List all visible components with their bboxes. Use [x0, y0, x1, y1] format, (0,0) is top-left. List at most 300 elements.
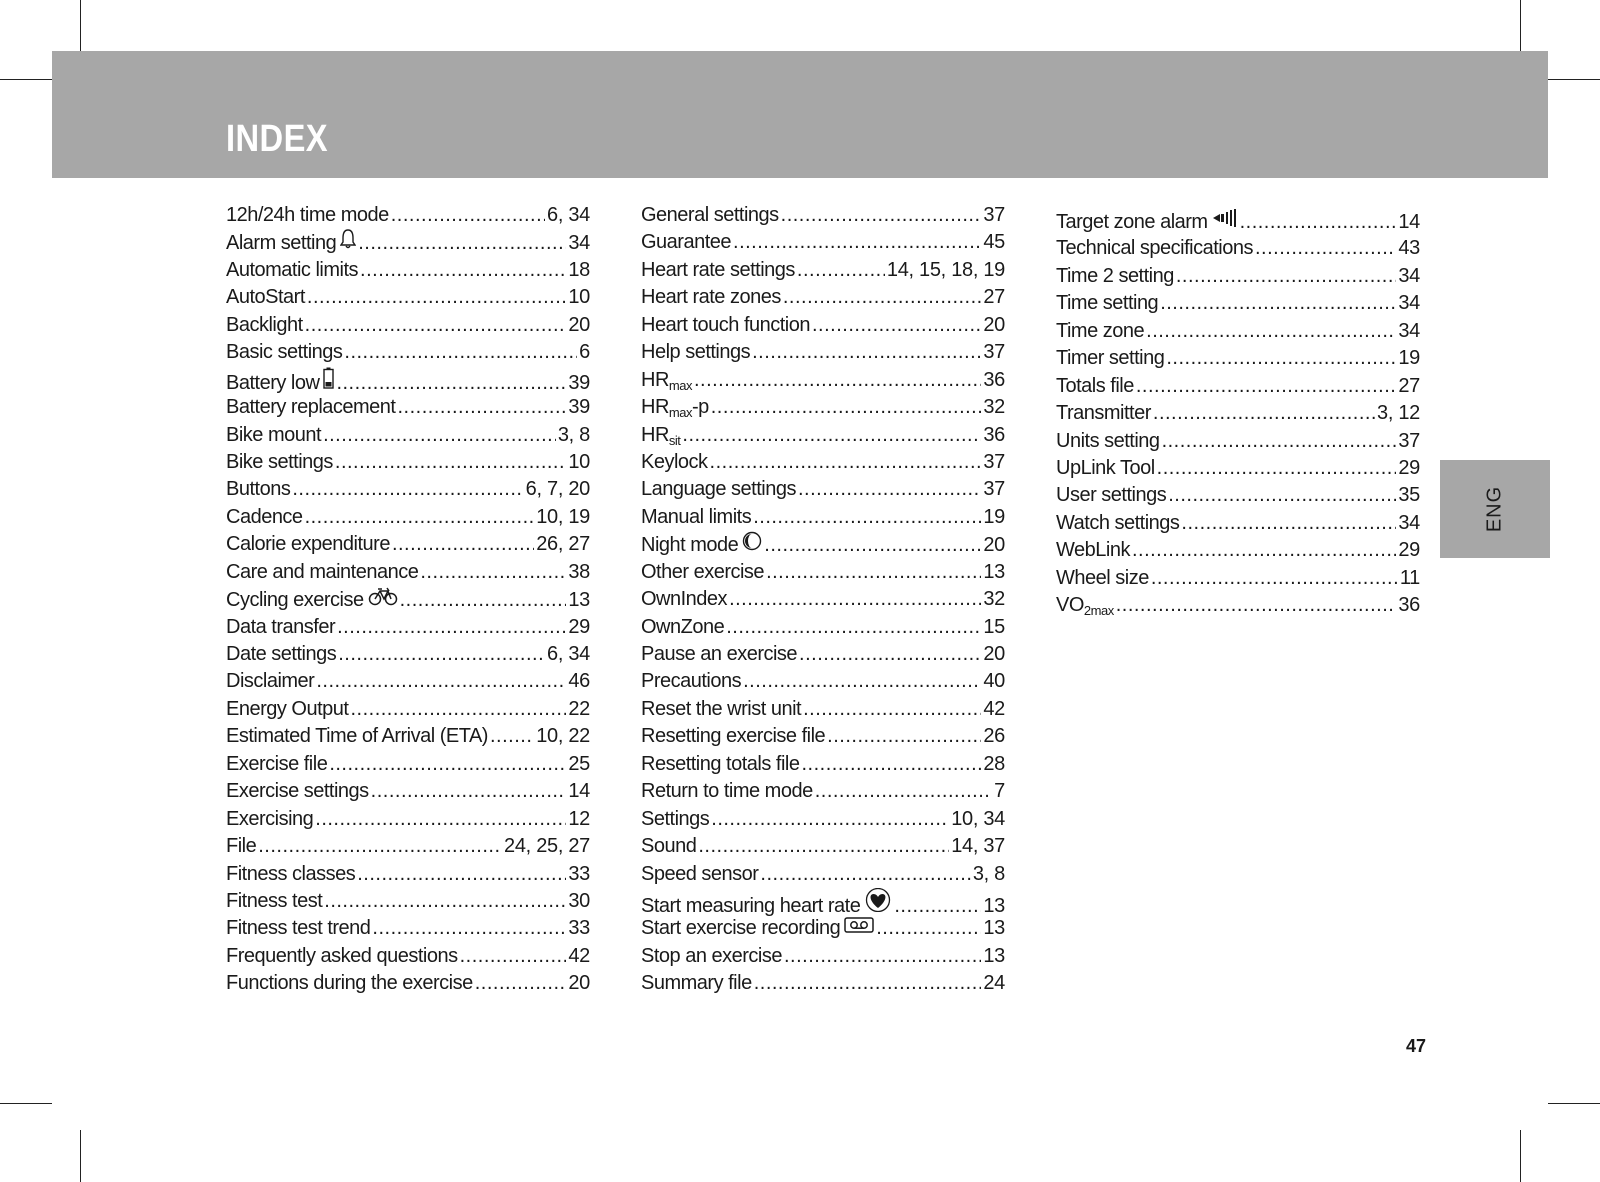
index-pages: 19 [983, 505, 1005, 528]
index-term-subscript: max [668, 405, 692, 421]
dot-leader [711, 394, 982, 421]
index-term [226, 476, 290, 503]
index-term-text: Battery replacement [226, 396, 396, 419]
index-term-text: Automatic limits [226, 258, 359, 281]
index-term-text: Frequently asked questions [226, 944, 458, 967]
index-pages: 20 [983, 534, 1005, 557]
dot-leader [876, 915, 981, 942]
index-pages: 7 [994, 780, 1005, 803]
index-term [641, 668, 741, 695]
index-term [641, 751, 799, 778]
dot-leader [335, 449, 566, 476]
index-term [226, 284, 305, 311]
index-column-1 [226, 202, 590, 998]
dot-leader [711, 806, 949, 833]
dot-leader [1136, 373, 1396, 400]
index-pages: 13 [568, 589, 590, 612]
index-term-suffix: -p [691, 396, 709, 419]
dot-leader [1176, 263, 1396, 290]
index-term-text: OwnIndex [641, 588, 728, 611]
index-term [1056, 565, 1149, 592]
index-term [226, 339, 342, 366]
index-pages: 14 [568, 780, 590, 803]
dot-leader [372, 915, 566, 942]
index-term [226, 312, 303, 339]
index-term-text: Exercising [226, 807, 314, 830]
index-term-text: Data transfer [226, 615, 336, 638]
dot-leader [682, 422, 981, 449]
index-term [641, 257, 795, 284]
index-term [641, 723, 825, 750]
index-pages: 36 [983, 368, 1005, 391]
index-term [1056, 235, 1253, 262]
index-term-text: Time zone [1056, 319, 1145, 342]
index-pages: 36 [1398, 594, 1420, 617]
index-pages: 6, 34 [547, 204, 590, 226]
dot-leader [329, 751, 566, 778]
index-pages: 19 [1398, 347, 1420, 370]
index-term-text: User settings [1056, 484, 1167, 507]
index-entry [1056, 373, 1420, 400]
index-term-text: Heart rate zones [641, 286, 781, 309]
index-pages: 34 [568, 232, 590, 255]
index-entry [641, 476, 1005, 503]
index-term [641, 833, 696, 860]
dot-leader [797, 257, 885, 284]
index-entry [641, 806, 1005, 833]
index-term-text: Date settings [226, 643, 337, 665]
index-pages: 36 [983, 423, 1005, 446]
dot-leader [344, 339, 577, 366]
page-number: 47 [1406, 1036, 1427, 1056]
index-pages: 32 [983, 396, 1005, 419]
index-term-subscript: sit [668, 432, 681, 448]
index-term-text: Transmitter [1056, 402, 1151, 425]
index-term [226, 531, 390, 558]
index-entry [641, 339, 1005, 366]
index-entry [641, 778, 1005, 805]
index-pages: 39 [568, 371, 590, 394]
index-term [226, 970, 473, 997]
index-term [641, 394, 709, 421]
index-term-text: Units setting [1056, 429, 1160, 452]
index-term [641, 559, 764, 586]
index-entry [226, 861, 590, 888]
index-entry [226, 668, 590, 695]
index-pages: 24 [983, 972, 1005, 995]
index-entry [641, 449, 1005, 476]
index-term-text: Bike mount [226, 423, 322, 446]
dot-leader [781, 202, 982, 229]
index-entry [226, 449, 590, 476]
index-term-text: Buttons [226, 478, 291, 501]
index-entry [641, 586, 1005, 613]
dot-leader [733, 229, 981, 256]
index-term-text: 12h/24h time mode [226, 204, 389, 226]
index-term-text: Manual limits [641, 505, 752, 528]
dot-leader [754, 970, 982, 997]
index-pages: 46 [568, 670, 590, 693]
index-term [1056, 263, 1174, 290]
dot-leader [783, 284, 981, 311]
target-zone-alarm-icon [1212, 208, 1238, 236]
dot-leader [460, 943, 567, 970]
index-term-text: Basic settings [226, 341, 343, 364]
index-term-text: Backlight [226, 313, 303, 336]
index-entry [641, 284, 1005, 311]
index-term-text: Keylock [641, 450, 708, 473]
index-term-text: Timer setting [1056, 347, 1165, 370]
index-entry [641, 229, 1005, 256]
index-term [1056, 482, 1166, 509]
index-term [226, 696, 348, 723]
index-entry [641, 202, 1005, 229]
dot-leader [752, 339, 981, 366]
index-pages: 11 [1399, 566, 1420, 589]
index-term-text: Totals file [1056, 374, 1134, 397]
crop-mark [1520, 0, 1521, 52]
index-entry [1056, 428, 1420, 455]
dot-leader [357, 861, 566, 888]
crop-mark [80, 1130, 81, 1182]
crop-mark [80, 0, 81, 52]
crop-mark [1548, 79, 1600, 80]
index-term [226, 257, 358, 284]
index-term [226, 229, 356, 257]
index-term-text: Start measuring heart rate [641, 894, 861, 917]
dot-leader [292, 476, 523, 503]
dot-leader [350, 696, 566, 723]
index-entry [226, 202, 590, 229]
index-term [641, 284, 781, 311]
index-term [226, 668, 314, 695]
index-term [641, 861, 758, 888]
index-term-text: Return to time mode [641, 780, 813, 803]
index-pages: 3, 8 [557, 423, 590, 446]
index-term [226, 394, 395, 421]
index-pages: 37 [983, 204, 1005, 226]
index-term [226, 751, 327, 778]
index-term-text: Fitness classes [226, 862, 356, 885]
index-term-subscript: max [668, 377, 692, 393]
index-entry [1056, 208, 1420, 235]
index-term [226, 778, 369, 805]
index-entry [641, 723, 1005, 750]
index-term [641, 422, 680, 449]
index-term-text: Exercise file [226, 752, 328, 775]
dot-leader [360, 257, 566, 284]
index-term [226, 723, 488, 750]
index-term [641, 806, 709, 833]
dot-leader [391, 202, 545, 229]
index-pages: 39 [568, 396, 590, 419]
index-term-text: Start exercise recording [641, 917, 841, 940]
dot-leader [694, 367, 981, 394]
index-term-text: Sound [641, 835, 697, 858]
index-entry [1056, 455, 1420, 482]
dot-leader [799, 641, 981, 668]
index-term-text: WebLink [1056, 539, 1130, 562]
dot-leader [698, 833, 949, 860]
dot-leader [305, 312, 567, 339]
page-title: INDEX [226, 118, 329, 160]
index-term-text: Cycling exercise [226, 589, 364, 612]
dot-leader [1116, 592, 1397, 619]
index-pages: 37 [983, 341, 1005, 364]
index-term-text: AutoStart [226, 286, 305, 309]
index-entry [226, 586, 590, 613]
index-entry [641, 943, 1005, 970]
index-term-text: Language settings [641, 478, 796, 501]
index-pages: 35 [1398, 484, 1420, 507]
index-term-text: Reset the wrist unit [641, 697, 802, 720]
index-entry [641, 559, 1005, 586]
dot-leader [726, 614, 981, 641]
index-entry [226, 312, 590, 339]
index-pages: 20 [568, 972, 590, 995]
index-pages: 45 [983, 231, 1005, 254]
index-term [641, 586, 727, 613]
index-entry [226, 970, 590, 997]
index-entry [641, 312, 1005, 339]
index-term [641, 367, 692, 394]
index-term-text: Heart touch function [641, 313, 810, 336]
dot-leader [766, 559, 981, 586]
index-term [1056, 400, 1151, 427]
index-pages: 10, 34 [951, 807, 1005, 830]
index-term-subscript: 2max [1083, 603, 1114, 619]
index-term-text: General settings [641, 204, 779, 226]
dot-leader [258, 833, 502, 860]
dot-leader [337, 614, 566, 641]
dot-leader [760, 861, 970, 888]
index-entry [1056, 345, 1420, 372]
index-pages: 20 [983, 313, 1005, 336]
dot-leader [710, 449, 982, 476]
index-term [1056, 455, 1155, 482]
index-term-text: Energy Output [226, 697, 349, 720]
index-entry [1056, 510, 1420, 537]
dot-leader [784, 943, 981, 970]
dot-leader [803, 696, 981, 723]
index-term-text: Heart rate settings [641, 258, 795, 281]
index-term-text: Help settings [641, 341, 751, 364]
dot-leader [1181, 510, 1396, 537]
index-pages: 33 [568, 917, 590, 940]
index-pages: 26, 27 [536, 533, 590, 556]
index-entry [1056, 290, 1420, 317]
crop-mark [0, 79, 52, 80]
index-term [226, 367, 334, 397]
index-term [1056, 345, 1164, 372]
index-term [641, 312, 810, 339]
index-term [1056, 318, 1144, 345]
dot-leader [1168, 482, 1396, 509]
index-pages: 13 [983, 944, 1005, 967]
index-term-text: Precautions [641, 670, 742, 693]
index-term-text: Speed sensor [641, 862, 759, 885]
index-entry [1056, 592, 1420, 619]
index-term-text: Time setting [1056, 292, 1159, 315]
index-term-text: Other exercise [641, 560, 765, 583]
index-term [641, 202, 779, 229]
index-pages: 10 [568, 286, 590, 309]
index-term [226, 806, 313, 833]
index-entry [226, 284, 590, 311]
index-entry [226, 751, 590, 778]
index-term-text: Fitness test [226, 889, 323, 912]
index-entry [1056, 482, 1420, 509]
index-term-text: Functions during the exercise [226, 972, 473, 995]
dot-leader [743, 668, 981, 695]
index-term [1056, 373, 1134, 400]
index-pages: 10, 19 [536, 505, 590, 528]
index-term-text: Settings [641, 807, 710, 830]
dot-leader [1146, 318, 1396, 345]
index-pages: 20 [983, 643, 1005, 665]
index-term [226, 641, 336, 668]
index-entry [226, 778, 590, 805]
crop-mark [0, 1103, 52, 1104]
index-term-text: Alarm setting [226, 232, 337, 255]
index-term [1056, 592, 1114, 619]
index-entry [641, 970, 1005, 997]
index-pages: 29 [1398, 456, 1420, 479]
index-entry [1056, 263, 1420, 290]
dot-leader [336, 370, 566, 397]
index-term [226, 614, 335, 641]
index-entry [226, 696, 590, 723]
index-term [1056, 510, 1179, 537]
dot-leader [1255, 235, 1396, 262]
index-pages: 10, 22 [536, 725, 590, 748]
index-pages: 13 [983, 560, 1005, 583]
index-entry [226, 943, 590, 970]
index-term-text: Estimated Time of Arrival (ETA) [226, 725, 488, 748]
dot-leader [371, 778, 567, 805]
index-pages: 14, 15, 18, 19 [886, 258, 1005, 281]
index-term [226, 915, 370, 942]
index-term-text: Cadence [226, 505, 303, 528]
index-pages: 20 [568, 313, 590, 336]
index-term [226, 559, 418, 586]
index-entry [641, 504, 1005, 531]
index-term [1056, 290, 1158, 317]
index-entry [226, 559, 590, 586]
dot-leader [324, 888, 566, 915]
index-term-text: Fitness test trend [226, 917, 371, 940]
index-entry [226, 806, 590, 833]
index-term-text: Bike settings [226, 450, 333, 473]
index-pages: 29 [1398, 539, 1420, 562]
index-pages: 6 [579, 341, 590, 364]
index-term [1056, 537, 1130, 564]
index-entry [641, 257, 1005, 284]
index-pages: 37 [983, 450, 1005, 473]
index-pages: 34 [1398, 319, 1420, 342]
index-entry [226, 888, 590, 915]
index-entry [1056, 565, 1420, 592]
index-entry [226, 476, 590, 503]
index-pages: 34 [1398, 264, 1420, 287]
index-entry [641, 751, 1005, 778]
index-entry [226, 394, 590, 421]
index-pages: 3, 12 [1377, 402, 1420, 425]
index-term-text: Time 2 setting [1056, 264, 1174, 287]
index-pages: 6, 34 [547, 643, 590, 665]
recording-icon [844, 915, 874, 942]
index-term [226, 943, 458, 970]
index-pages: 29 [568, 615, 590, 638]
index-pages: 6, 7, 20 [525, 478, 590, 501]
index-term [226, 586, 398, 614]
index-term-text: UpLink Tool [1056, 456, 1155, 479]
dot-leader [1151, 565, 1398, 592]
index-column-3 [1056, 208, 1420, 620]
index-entry [1056, 318, 1420, 345]
index-entry [641, 861, 1005, 888]
index-term-text: Technical specifications [1056, 237, 1253, 260]
index-term-text: Stop an exercise [641, 944, 782, 967]
index-term-text: Resetting exercise file [641, 725, 826, 748]
battery-icon [323, 367, 334, 397]
index-pages: 28 [983, 752, 1005, 775]
bicycle-icon [368, 586, 398, 614]
index-pages: 12 [568, 807, 590, 830]
index-term-text: HR [641, 396, 669, 419]
index-pages: 14, 37 [951, 835, 1005, 858]
index-pages: 37 [983, 478, 1005, 501]
index-entry [226, 614, 590, 641]
dot-leader [801, 751, 981, 778]
index-entry [641, 367, 1005, 394]
index-term [226, 504, 303, 531]
night-mode-icon [742, 531, 762, 559]
index-entry [226, 641, 590, 668]
index-pages: 43 [1398, 237, 1420, 260]
dot-leader [1132, 537, 1396, 564]
index-term [226, 833, 256, 860]
dot-leader [490, 723, 534, 750]
index-entry [641, 888, 1005, 915]
index-entry [641, 641, 1005, 668]
index-entry [226, 367, 590, 394]
index-pages: 26 [983, 725, 1005, 748]
index-entry [226, 531, 590, 558]
index-term [641, 229, 731, 256]
index-pages: 32 [983, 588, 1005, 611]
dot-leader [420, 559, 566, 586]
index-term-text: VO [1056, 594, 1084, 617]
index-entry [641, 531, 1005, 558]
index-entry [226, 504, 590, 531]
index-pages: 33 [568, 862, 590, 885]
index-term [641, 696, 801, 723]
index-pages: 14 [1398, 211, 1420, 233]
index-term [641, 970, 752, 997]
dot-leader [1162, 428, 1397, 455]
index-pages: 22 [568, 697, 590, 720]
index-pages: 15 [983, 615, 1005, 638]
dot-leader [392, 531, 534, 558]
index-term-text: Care and maintenance [226, 560, 419, 583]
dot-leader [764, 532, 981, 559]
index-pages: 34 [1398, 292, 1420, 315]
index-pages: 42 [568, 944, 590, 967]
index-term [226, 888, 322, 915]
index-term [641, 339, 750, 366]
dot-leader [400, 587, 567, 614]
